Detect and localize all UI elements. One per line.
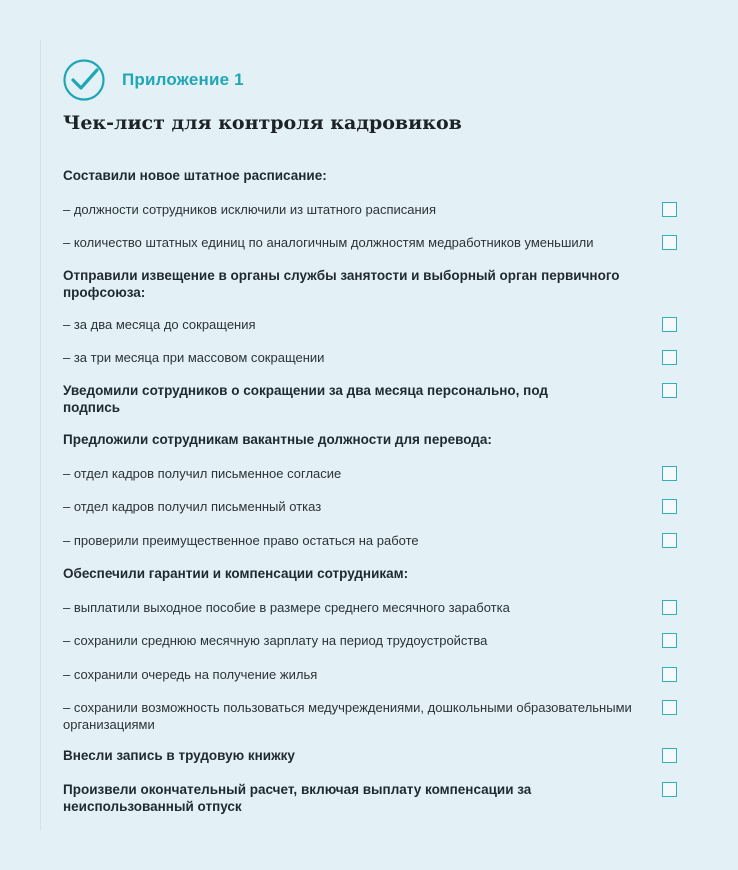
item-label: Предложили сотрудникам вакантные должности для перевода: [63,432,492,447]
item-label: Уведомили сотрудников о сокращении за два месяца персонально, под подпись [63,383,548,415]
item-label: Отправили извещение в органы службы занятости и выборный орган первичного профсоюза: [63,268,620,300]
checklist-item-severance-pay [63,599,677,616]
item-label: – проверили преимущественное право остаться на работе [63,533,419,548]
page-title: Чек-лист для контроля кадровиков [63,112,462,134]
check-circle-icon [62,58,106,102]
item-label: – сохранили возможность пользоваться медучреждениями, дошкольными образовательными организациями [63,700,632,732]
checklist-item-written-consent [63,465,677,482]
checkbox[interactable] [662,782,677,797]
checkbox[interactable] [662,700,677,715]
checklist-item-workbook-entry [63,747,677,764]
checklist-item-vacancies-offered [63,431,677,448]
checkbox[interactable] [662,466,677,481]
checkbox[interactable] [662,383,677,398]
checklist-item-guarantees [63,565,677,582]
appendix-header [62,58,244,102]
item-label: Составили новое штатное расписание: [63,168,327,183]
checkbox[interactable] [662,533,677,548]
appendix-label: Приложение 1 [122,70,244,89]
checklist-item-housing-queue [63,666,677,683]
checkbox[interactable] [662,317,677,332]
checkbox[interactable] [662,633,677,648]
checklist-item-medical-institutions [63,699,677,733]
checkbox[interactable] [662,350,677,365]
item-label: – отдел кадров получил письменный отказ [63,499,322,514]
item-label: Произвели окончательный расчет, включая выплату компенсации за неиспользованный отпуск [63,782,532,814]
checkbox[interactable] [662,600,677,615]
checklist-item-final-settlement [63,781,677,815]
checklist-item-notice-sent [63,267,677,301]
item-label: – выплатили выходное пособие в размере среднего месячного заработка [63,600,510,615]
checklist-item-three-months [63,349,677,366]
checklist-item-priority-right [63,532,677,549]
checklist-item-units-reduced [63,234,677,251]
checklist-item-employees-notified [63,382,677,416]
checklist-item-written-refusal [63,498,677,515]
item-label: – должности сотрудников исключили из штатного расписания [63,202,436,217]
item-label: – отдел кадров получил письменное согласие [63,466,342,481]
checkbox[interactable] [662,667,677,682]
checklist-item-positions-removed [63,201,677,218]
item-label: – сохранили среднюю месячную зарплату на период трудоустройства [63,633,488,648]
checkbox[interactable] [662,748,677,763]
checklist-item-average-salary [63,632,677,649]
item-label: Обеспечили гарантии и компенсации сотрудникам: [63,566,409,581]
item-label: – количество штатных единиц по аналогичным должностям медработников уменьшили [63,235,594,250]
item-label: – сохранили очередь на получение жилья [63,667,318,682]
left-divider [40,40,41,830]
item-label: Внесли запись в трудовую книжку [63,748,295,763]
item-label: – за два месяца до сокращения [63,317,256,332]
checklist-item-two-months [63,316,677,333]
checklist-item-staff-schedule [63,167,677,184]
checkbox[interactable] [662,202,677,217]
checkbox[interactable] [662,235,677,250]
checkbox[interactable] [662,499,677,514]
item-label: – за три месяца при массовом сокращении [63,350,325,365]
